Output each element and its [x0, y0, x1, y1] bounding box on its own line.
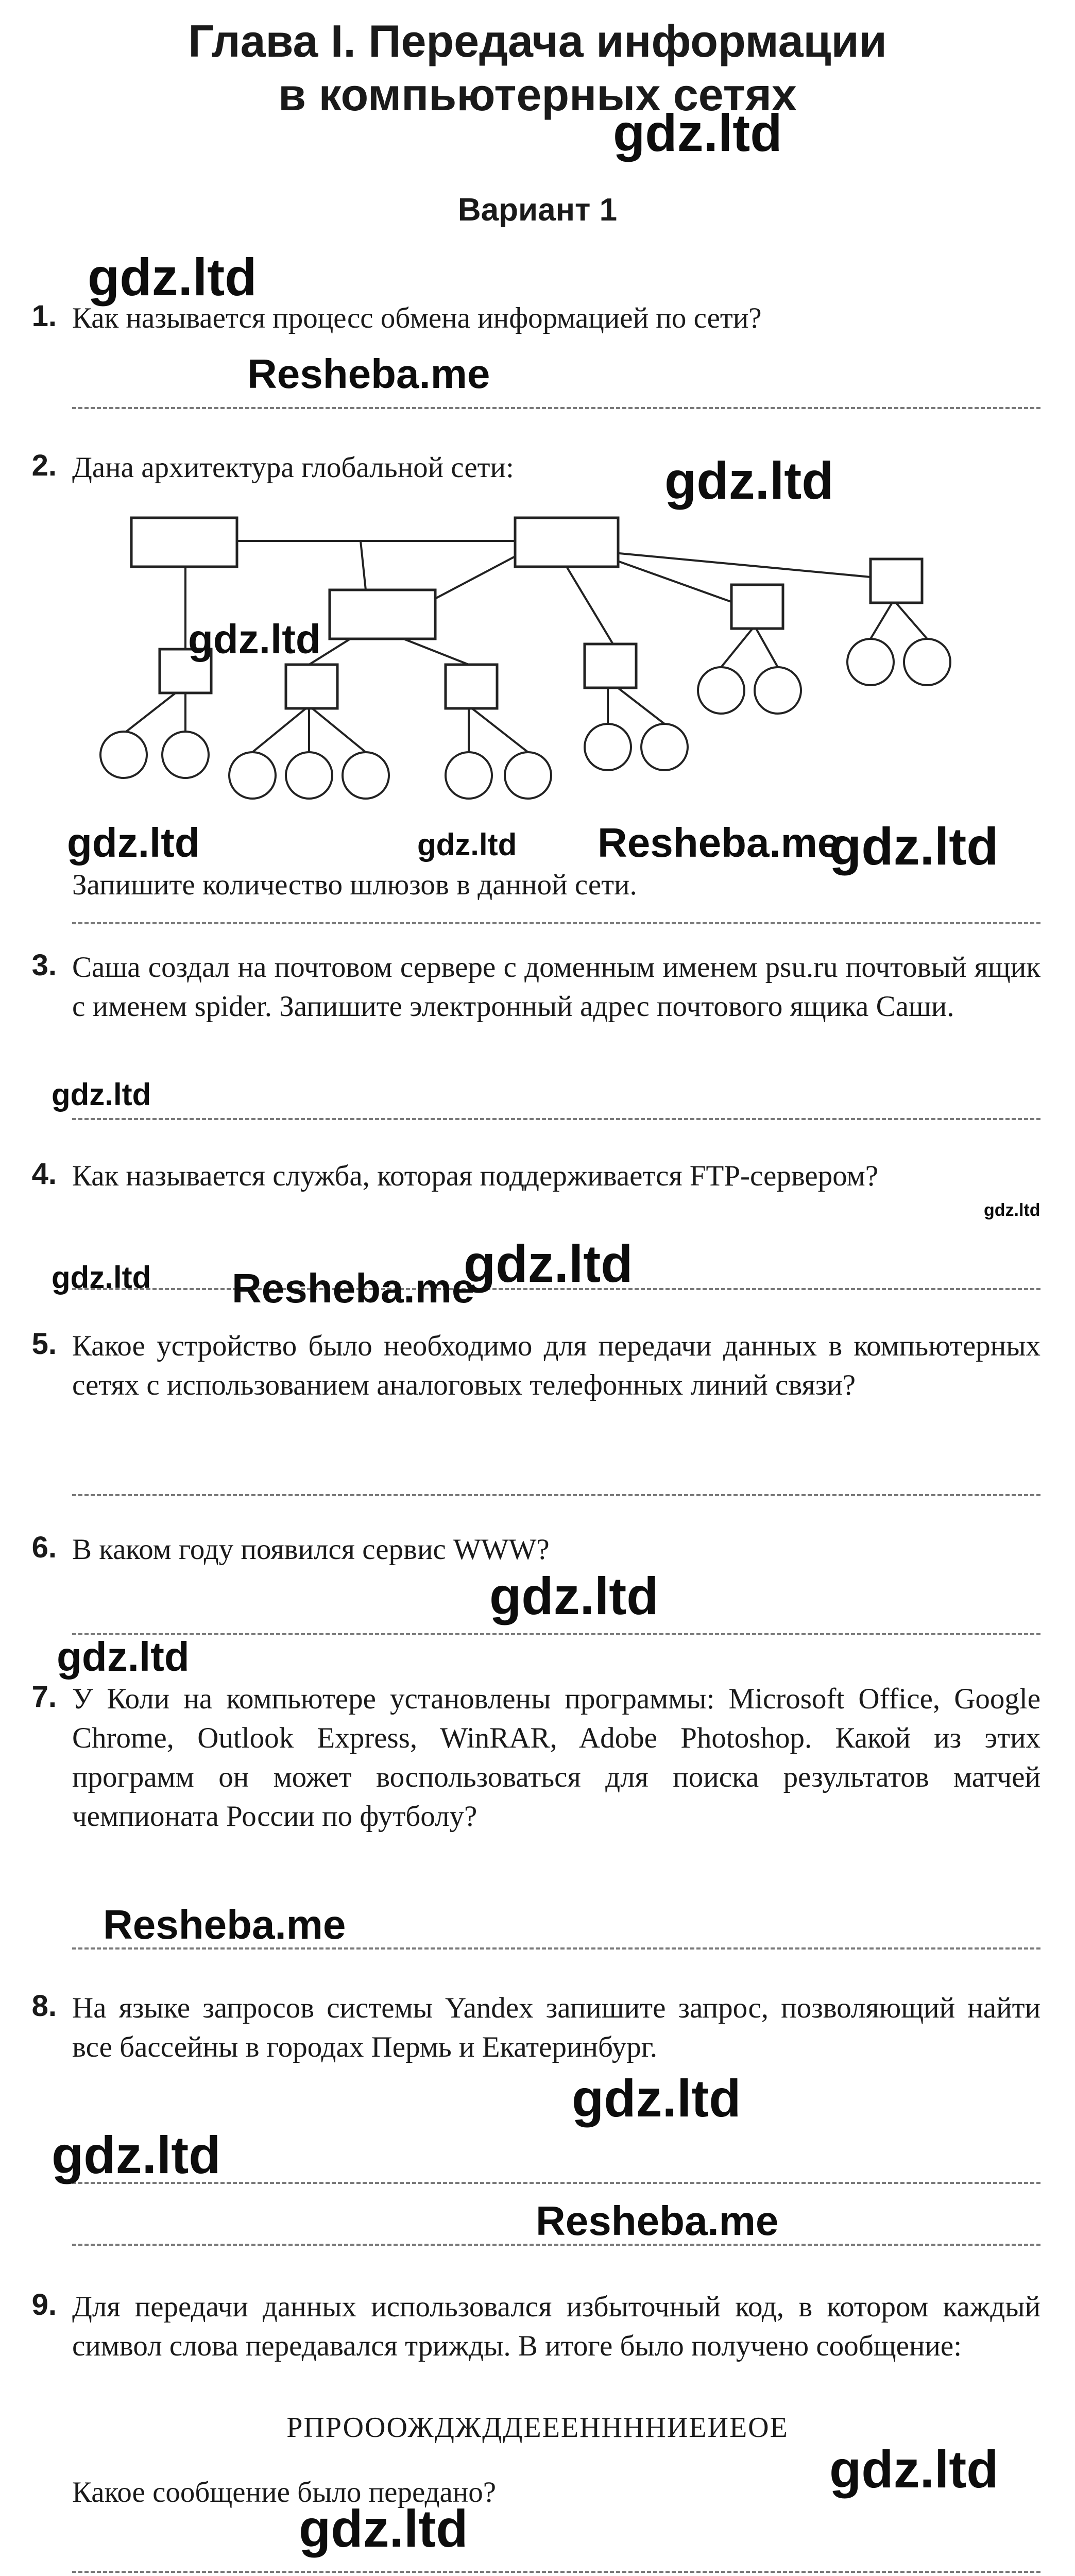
question-number: 2.	[31, 449, 57, 482]
watermark-resheba: Resheba.me	[103, 1902, 346, 1947]
answer-line[interactable]	[72, 1633, 1040, 1635]
question-text: Дана архитектура глобальной сети:	[72, 451, 514, 484]
title-line-2: в компьютерных сетях	[278, 69, 797, 120]
computer-node	[641, 724, 688, 770]
watermark-gdz: gdz.ltd	[489, 1567, 659, 1625]
variant-heading: Вариант 1	[457, 192, 618, 228]
gateway-node	[585, 644, 636, 688]
question-text: Запишите количество шлюзов в данной сети.	[72, 869, 637, 901]
gateway-node	[131, 518, 237, 567]
computer-node	[505, 752, 551, 799]
watermark-gdz: gdz.ltd	[417, 827, 517, 862]
question-number: 4.	[31, 1157, 57, 1191]
gateway-node	[286, 665, 337, 708]
answer-line[interactable]	[72, 922, 1040, 924]
question-number: 9.	[31, 2288, 57, 2321]
question-text: Саша создал на почтовом сервере с доменным именем psu.ru почтовый ящик с именем spider. Запишите электронный адрес почтового ящика Саши.	[72, 951, 1040, 1023]
computer-node	[162, 732, 209, 778]
question-number: 3.	[31, 948, 57, 982]
question-text: Какое сообщение было передано?	[72, 2476, 497, 2509]
computer-node	[755, 667, 801, 714]
question-number: 7.	[31, 1680, 57, 1714]
watermark-gdz: gdz.ltd	[57, 1634, 190, 1680]
watermark-gdz: gdz.ltd	[613, 104, 782, 162]
answer-line[interactable]	[72, 1118, 1040, 1120]
computer-node	[343, 752, 389, 799]
gateway-node	[446, 665, 497, 708]
question-text: Как называется процесс обмена информацией по сети?	[72, 302, 762, 334]
answer-line[interactable]	[72, 407, 1040, 409]
watermark-gdz: gdz.ltd	[88, 248, 257, 307]
watermark-resheba: Resheba.me	[536, 2198, 779, 2244]
computer-node	[229, 752, 276, 799]
answer-line[interactable]	[72, 1494, 1040, 1496]
question-text: Какое устройство было необходимо для передачи данных в компьютерных сетях с использованием аналоговых телефонных линий связи?	[72, 1330, 1040, 1401]
computer-node	[100, 732, 147, 778]
watermark-gdz: gdz.ltd	[67, 820, 200, 866]
computer-node	[847, 639, 894, 685]
question-number: 5.	[31, 1327, 57, 1361]
computer-node	[904, 639, 950, 685]
watermark-gdz: gdz.ltd	[829, 2440, 999, 2499]
watermark-gdz: gdz.ltd	[299, 2499, 468, 2558]
question-text: На языке запросов системы Yandex запишите запрос, позволяющий найти все бассейны в городах Пермь и Екатеринбург.	[72, 1992, 1040, 2063]
gateway-node	[515, 518, 618, 567]
watermark-gdz: gdz.ltd	[572, 2069, 741, 2128]
computer-node	[585, 724, 631, 770]
question-text: Для передачи данных использовался избыточный код, в котором каждый символ слова передавался трижды. В итоге было получено сообщение:	[72, 2291, 1040, 2362]
received-message: РПРОООЖДЖДДЕЕЕННННИЕИЕОЕ	[286, 2412, 789, 2444]
question-number: 6.	[31, 1531, 57, 1564]
computer-node	[698, 667, 744, 714]
watermark-resheba: Resheba.me	[232, 1265, 475, 1311]
page-title	[0, 14, 1075, 122]
title-line-1: Глава I. Передача информации	[188, 15, 887, 66]
gateway-node	[330, 590, 435, 639]
watermark-gdz: gdz.ltd	[52, 2126, 221, 2184]
watermark-resheba: Resheba.me	[598, 820, 841, 866]
computer-node	[446, 752, 492, 799]
gateway-node	[871, 559, 922, 603]
question-text: Как называется служба, которая поддерживается FTP-сервером?	[72, 1160, 878, 1192]
watermark-gdz: gdz.ltd	[464, 1234, 633, 1293]
watermark-gdz: gdz.ltd	[188, 616, 321, 662]
question-number: 8.	[31, 1989, 57, 2023]
answer-line[interactable]	[72, 2571, 1040, 2573]
question-text: В каком году появился сервис WWW?	[72, 1533, 550, 1566]
question-text: У Коли на компьютере установлены программы: Microsoft Office, Google Chrome, Outlook Express, WinRAR, Adobe Photoshop. Какой из этих программ он может воспользоваться для поиска результатов матчей чемпионата России по футболу?	[72, 1683, 1040, 1833]
gateway-node	[731, 585, 783, 629]
watermark-resheba: Resheba.me	[247, 351, 490, 397]
watermark-gdz: gdz.ltd	[664, 451, 834, 510]
watermark-gdz: gdz.ltd	[52, 1260, 151, 1295]
watermark-gdz: gdz.ltd	[52, 1077, 151, 1112]
watermark-gdz: gdz.ltd	[829, 817, 999, 876]
computer-node	[286, 752, 332, 799]
watermark-gdz: gdz.ltd	[984, 1200, 1040, 1220]
question-number: 1.	[31, 299, 57, 333]
